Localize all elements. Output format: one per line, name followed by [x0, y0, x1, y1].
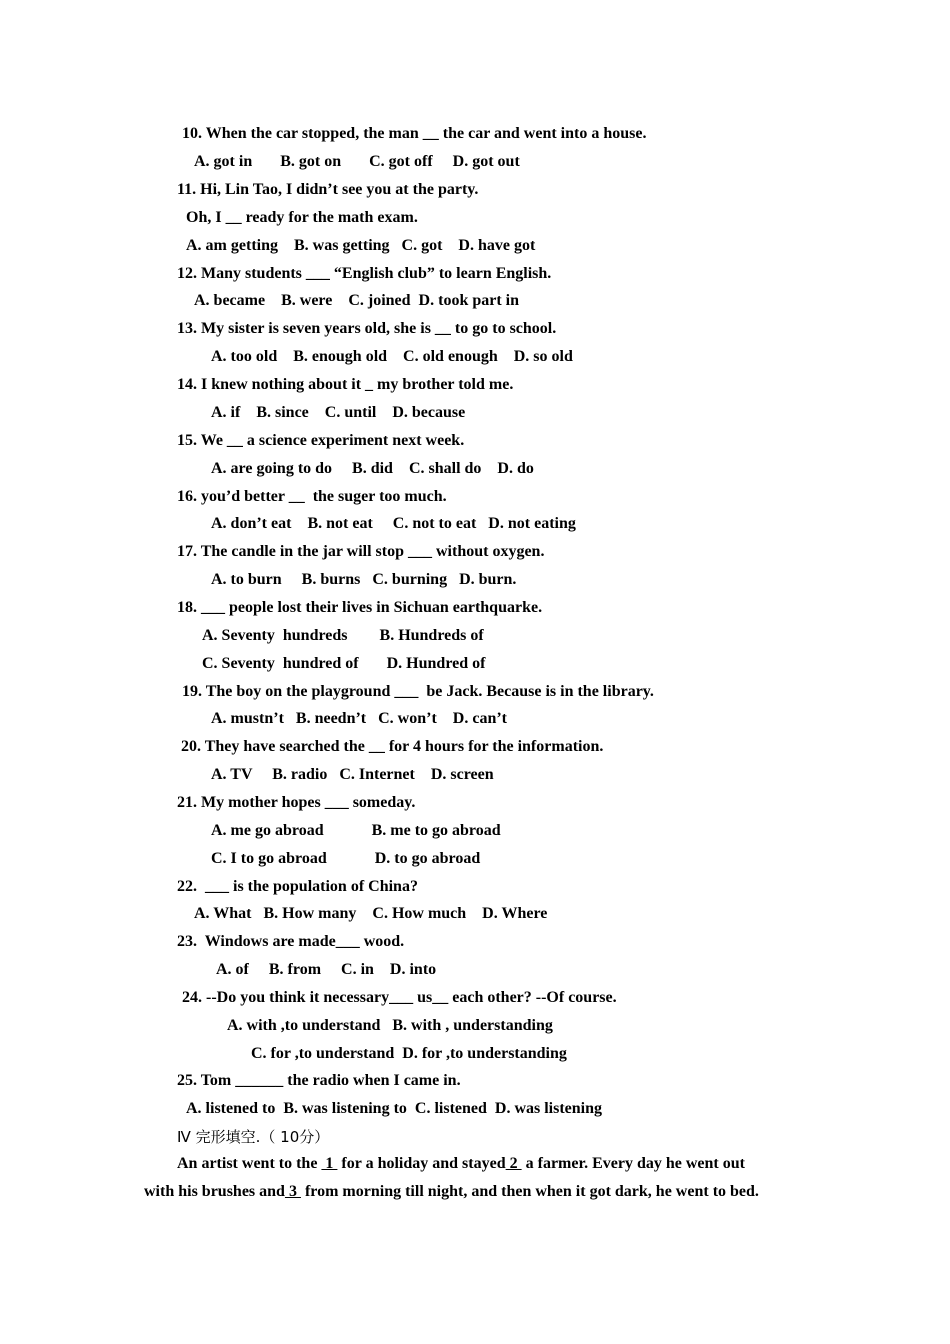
question-24-options-ab: A. with ,to understand B. with , understanding	[227, 1017, 553, 1034]
question-21: 21. My mother hopes ___ someday.	[177, 794, 416, 811]
blank-1: 1	[321, 1155, 338, 1172]
question-24-options-cd: C. for ,to understand D. for ,to understanding	[251, 1045, 567, 1062]
question-25-options: A. listened to B. was listening to C. listened D. was listening	[186, 1100, 603, 1117]
question-14-options: A. if B. since C. until D. because	[211, 404, 466, 421]
question-12: 12. Many students ___ “English club” to learn English.	[177, 265, 552, 282]
question-20: 20. They have searched the __ for 4 hours for the information.	[181, 738, 604, 755]
passage-text: a farmer. Every day he went out	[521, 1155, 745, 1172]
question-14: 14. I knew nothing about it _ my brother told me.	[177, 376, 514, 393]
section-heading: Ⅳ 完形填空.（ 10分）	[177, 1128, 330, 1146]
question-23: 23. Windows are made___ wood.	[177, 933, 405, 950]
question-13: 13. My sister is seven years old, she is __ to go to school.	[177, 320, 557, 337]
question-17: 17. The candle in the jar will stop ___ without oxygen.	[177, 543, 545, 560]
question-11: 11. Hi, Lin Tao, I didn’t see you at the party.	[177, 181, 479, 198]
passage-text: from morning till night, and then when it got dark, he went to bed.	[300, 1183, 759, 1200]
question-25: 25. Tom ______ the radio when I came in.	[177, 1072, 461, 1089]
question-13-options: A. too old B. enough old C. old enough D. so old	[211, 348, 573, 365]
question-10-options: A. got in B. got on C. got off D. got out	[194, 153, 520, 170]
passage-line-2	[144, 1182, 759, 1202]
question-12-options: A. became B. were C. joined D. took part in	[194, 292, 520, 309]
question-19-options: A. mustn’t B. needn’t C. won’t D. can’t	[211, 710, 507, 727]
question-21-options-ab: A. me go abroad B. me to go abroad	[211, 822, 501, 839]
question-18-options-cd: C. Seventy hundred of D. Hundred of	[202, 655, 486, 672]
question-15-options: A. are going to do B. did C. shall do D. do	[211, 460, 534, 477]
question-22: 22. ___ is the population of China?	[177, 878, 418, 895]
question-16: 16. you’d better __ the suger too much.	[177, 488, 447, 505]
passage-text: An artist went to the	[177, 1155, 322, 1172]
question-10: 10. When the car stopped, the man __ the car and went into a house.	[182, 125, 647, 142]
question-15: 15. We __ a science experiment next week.	[177, 432, 465, 449]
question-11-line2: Oh, I __ ready for the math exam.	[186, 209, 418, 226]
question-20-options: A. TV B. radio C. Internet D. screen	[211, 766, 494, 783]
question-21-options-cd: C. I to go abroad D. to go abroad	[211, 850, 481, 867]
question-18-options-ab: A. Seventy hundreds B. Hundreds of	[202, 627, 484, 644]
question-11-options: A. am getting B. was getting C. got D. have got	[186, 237, 536, 254]
passage-text: with his brushes and	[144, 1183, 285, 1200]
question-16-options: A. don’t eat B. not eat C. not to eat D. not eating	[211, 515, 576, 532]
passage-line-1	[177, 1154, 745, 1174]
question-22-options: A. What B. How many C. How much D. Where	[194, 905, 548, 922]
blank-2: 2	[505, 1155, 522, 1172]
question-18: 18. ___ people lost their lives in Sichuan earthquarke.	[177, 599, 543, 616]
blank-3: 3	[284, 1183, 301, 1200]
passage-text: for a holiday and stayed	[337, 1155, 506, 1172]
question-19: 19. The boy on the playground ___ be Jack. Because is in the library.	[182, 683, 654, 700]
question-17-options: A. to burn B. burns C. burning D. burn.	[211, 571, 517, 588]
question-23-options: A. of B. from C. in D. into	[216, 961, 437, 978]
question-24: 24. --Do you think it necessary___ us__ each other? --Of course.	[182, 989, 617, 1006]
